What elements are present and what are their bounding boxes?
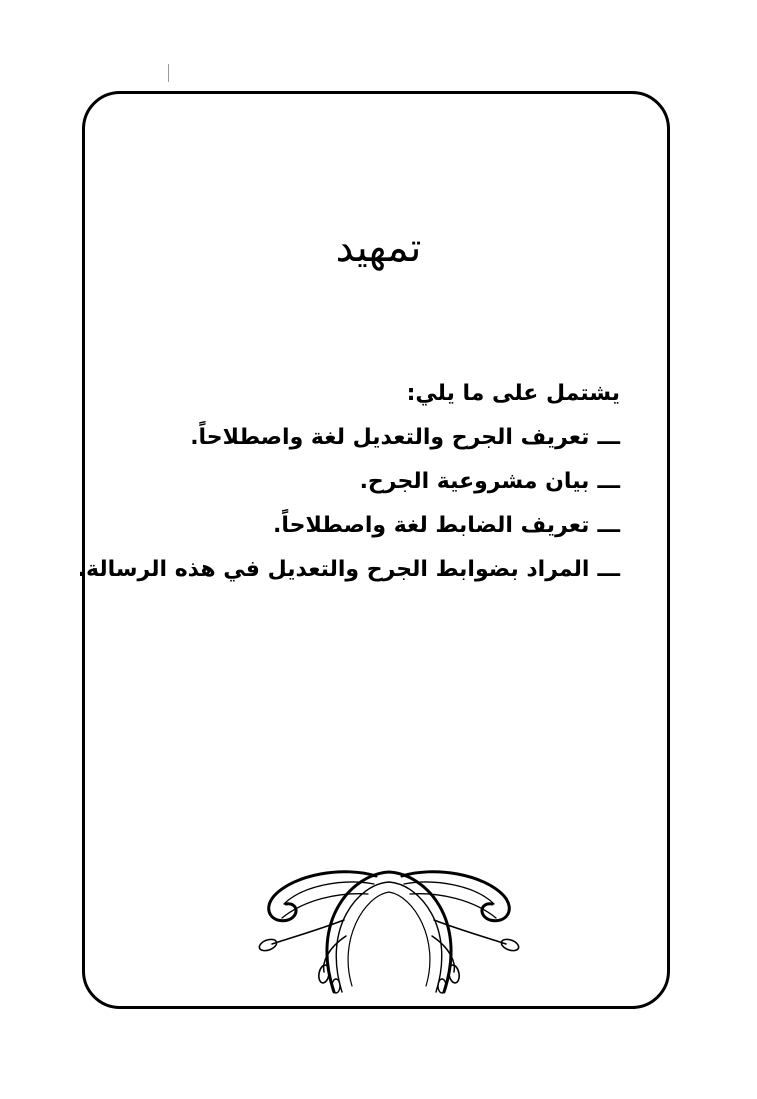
dash-bullet: ـــ — [597, 469, 620, 494]
list-item — [77, 548, 620, 592]
floral-scroll-ornament-icon — [258, 860, 520, 995]
list-item-text: تعريف الضابط لغة واصطلاحاً. — [272, 513, 590, 538]
list-item — [140, 504, 620, 548]
topics-list — [77, 416, 620, 592]
page-title: تمهيد — [335, 225, 422, 271]
list-item — [140, 416, 620, 460]
scan-mark — [168, 64, 169, 82]
list-item-text: بيان مشروعية الجرح. — [359, 469, 590, 494]
dash-bullet: ـــ — [597, 425, 620, 450]
dash-bullet: ـــ — [597, 557, 620, 582]
list-item-text: المراد بضوابط الجرح والتعديل في هذه الرسالة. — [77, 557, 590, 582]
list-item — [140, 460, 620, 504]
intro-line: يشتمل على ما يلي: — [406, 381, 620, 406]
content-block — [77, 372, 620, 592]
dash-bullet: ـــ — [597, 513, 620, 538]
list-item-text: تعريف الجرح والتعديل لغة واصطلاحاً. — [190, 425, 590, 450]
